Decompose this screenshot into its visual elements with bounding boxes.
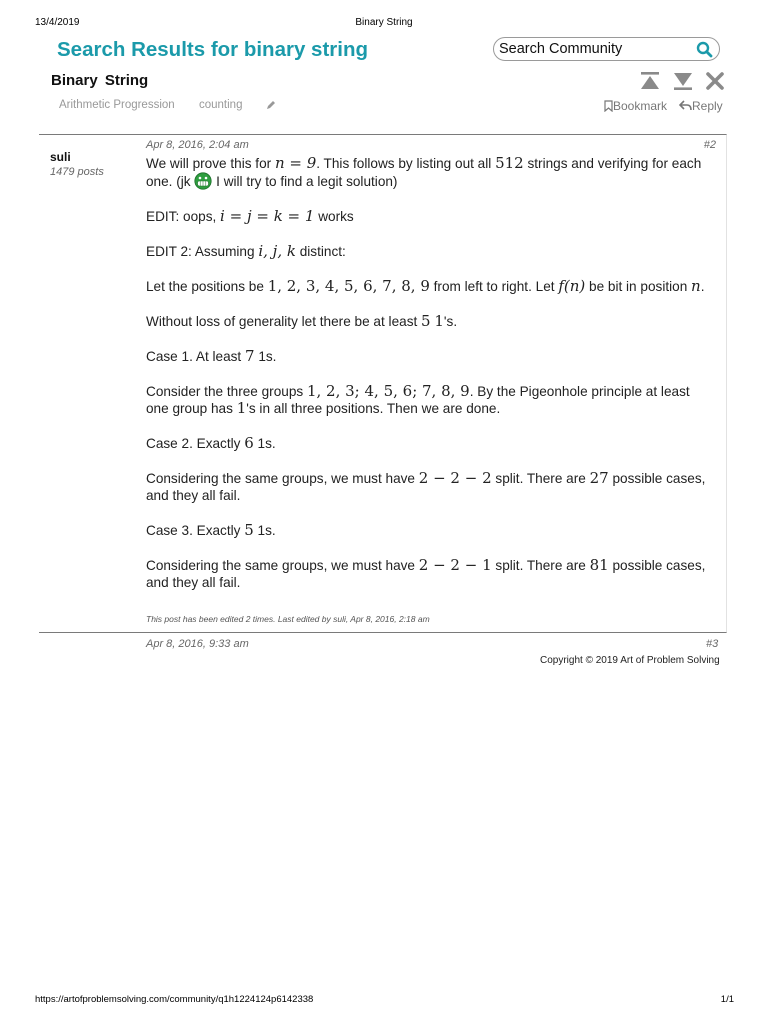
grin-emoji-icon xyxy=(194,172,212,190)
post-paragraph: Let the positions be 1, 2, 3, 4, 5, 6, 7, 8, 9 from left to right. Let f(n) be bit in position n. xyxy=(146,277,705,295)
print-url: https://artofproblemsolving.com/community/q1h1224124p6142338 xyxy=(35,994,314,1005)
post-paragraph: Case 3. Exactly 5 1s. xyxy=(146,521,276,539)
search-results-title: Search Results for binary string xyxy=(57,38,369,61)
jump-to-bottom-icon[interactable] xyxy=(673,71,693,91)
post-paragraph: We will prove this for n = 9. This follows by listing out all 512 strings and verifying for each one. (jk I will try to find a legit solution) xyxy=(146,154,702,189)
post-paragraph: Considering the same groups, we must have 2 − 2 − 1 split. There are 81 possible cases, and they all fail. xyxy=(146,556,706,590)
topic-nav-icons xyxy=(640,71,730,91)
reply-icon xyxy=(679,100,692,112)
post-paragraph: Without loss of generality let there be at least 5 1's. xyxy=(146,312,458,330)
reply-button[interactable] xyxy=(679,99,723,113)
post-count: 1479 posts xyxy=(50,166,104,178)
bookmark-icon xyxy=(604,100,613,112)
print-header xyxy=(0,17,768,31)
print-title: Binary String xyxy=(355,17,413,28)
copyright: Copyright © 2019 Art of Problem Solving xyxy=(540,655,720,666)
search-icon[interactable] xyxy=(696,41,713,58)
post-body xyxy=(146,155,711,609)
search-input[interactable] xyxy=(499,40,689,58)
print-date: 13/4/2019 xyxy=(35,17,80,28)
next-post-number[interactable]: #3 xyxy=(706,638,719,650)
search-box xyxy=(493,37,720,61)
post-paragraph: EDIT 2: Assuming i, j, k distinct: xyxy=(146,242,346,260)
edit-tags-icon[interactable] xyxy=(265,99,277,111)
bookmark-label: Bookmark xyxy=(613,99,668,113)
tag-arithmetic-progression[interactable]: Arithmetic Progression xyxy=(59,99,175,111)
next-post-date: Apr 8, 2016, 9:33 am xyxy=(146,638,249,650)
post-paragraph: Case 2. Exactly 6 1s. xyxy=(146,434,276,452)
post-paragraph: EDIT: oops, i = j = k = 1 works xyxy=(146,207,354,225)
post-2 xyxy=(39,134,727,633)
post-paragraph: Consider the three groups 1, 2, 3; 4, 5, 6; 7, 8, 9. By the Pigeonhole principle at least one group has 1's in all three positions. Then we are done. xyxy=(146,382,690,417)
print-footer xyxy=(0,994,768,1008)
jump-to-top-icon[interactable] xyxy=(640,71,660,91)
post-edit-note: This post has been edited 2 times. Last edited by suli, Apr 8, 2016, 2:18 am xyxy=(146,614,430,624)
post-number[interactable]: #2 xyxy=(703,139,716,151)
close-icon[interactable] xyxy=(705,71,725,91)
post-paragraph: Considering the same groups, we must have 2 − 2 − 2 split. There are 27 possible cases, and they all fail. xyxy=(146,469,706,503)
topic-title: Binary String xyxy=(51,72,149,89)
post-author[interactable]: suli xyxy=(50,150,71,164)
post-paragraph: Case 1. At least 7 1s. xyxy=(146,347,277,365)
reply-label: Reply xyxy=(692,99,723,113)
bookmark-button[interactable] xyxy=(604,99,667,113)
tag-counting[interactable]: counting xyxy=(199,99,243,111)
print-page-number: 1/1 xyxy=(720,994,734,1005)
post-date: Apr 8, 2016, 2:04 am xyxy=(146,139,249,151)
